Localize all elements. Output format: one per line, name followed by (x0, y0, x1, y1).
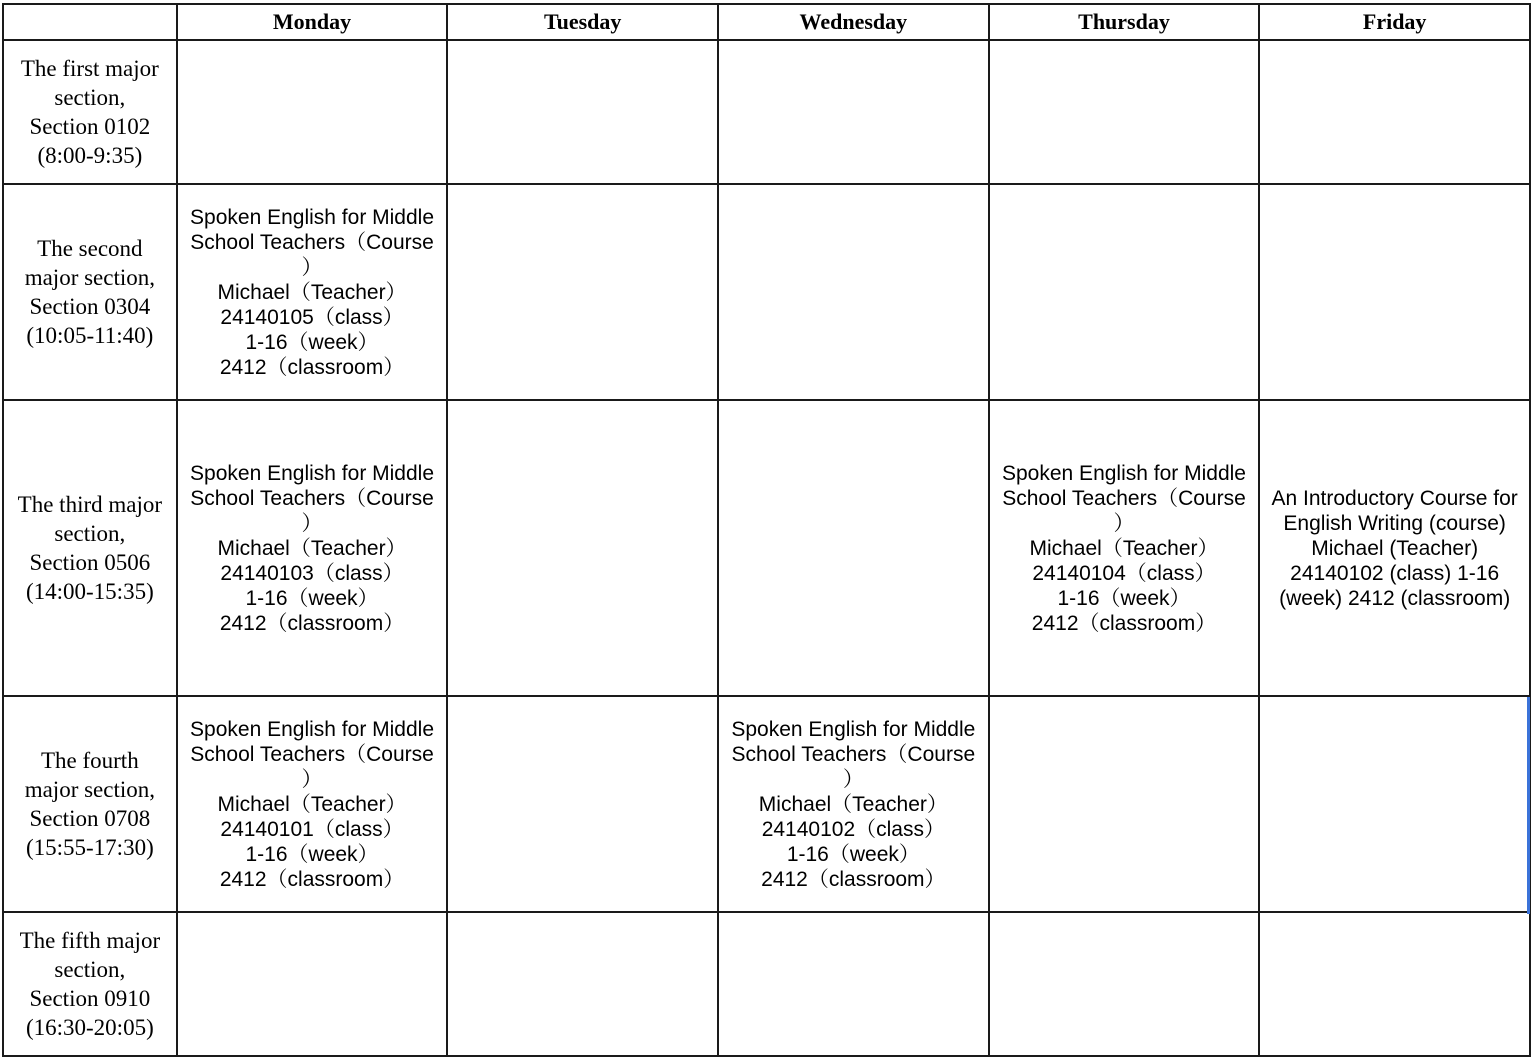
course-info-line: 24140102 (class) 1-16 (1290, 561, 1500, 585)
slot-cell-tuesday[interactable] (447, 912, 718, 1056)
slot-cell-wednesday[interactable] (718, 400, 989, 696)
period-label-line: The fourth (40, 748, 139, 773)
course-info-line: 1-16（week） (245, 842, 379, 866)
course-info-line: Michael（Teacher） (1029, 536, 1219, 560)
period-label-cell (3, 40, 177, 184)
course-info-line: Spoken English for Middle (1002, 461, 1246, 485)
day-header-tuesday[interactable]: Tuesday (447, 4, 718, 40)
slot-cell-tuesday[interactable] (447, 40, 718, 184)
slot-cell-wednesday[interactable] (718, 40, 989, 184)
section-row (3, 40, 1530, 184)
course-info-line: Spoken English for Middle (190, 205, 435, 229)
course-info-line: Michael（Teacher） (758, 792, 948, 816)
timetable (2, 3, 1531, 1057)
course-info-line: School Teachers（Course (190, 486, 434, 510)
course-info-line: 1-16（week） (786, 842, 920, 866)
course-info-line: Michael（Teacher） (217, 536, 407, 560)
course-info-line: Michael（Teacher） (217, 280, 407, 304)
period-label-line: The third major (17, 492, 163, 517)
period-label-line: (14:00-15:35) (25, 579, 154, 604)
slot-cell-wednesday[interactable] (718, 184, 989, 400)
course-info-line: 1-16（week） (1057, 586, 1191, 610)
period-label-line: major section, (24, 265, 155, 290)
day-header-wednesday[interactable]: Wednesday (718, 4, 989, 40)
section-row (3, 696, 1530, 912)
course-info-line: 24140102（class） (761, 817, 945, 841)
course-info-line: 2412（classroom） (219, 355, 405, 379)
slot-cell-tuesday[interactable] (447, 184, 718, 400)
course-info-line: 24140103（class） (220, 561, 404, 585)
course-info-line: 24140104（class） (1032, 561, 1216, 585)
period-label-line: section, (54, 957, 126, 982)
slot-cell-wednesday[interactable] (718, 696, 989, 912)
course-info-line: English Writing (course) (1283, 511, 1506, 535)
period-label-line: (15:55-17:30) (25, 835, 154, 860)
course-info-line: ） (301, 511, 323, 535)
period-label-line: Section 0708 (29, 806, 151, 831)
slot-cell-friday[interactable] (1259, 40, 1530, 184)
course-info-line: Spoken English for Middle (731, 717, 976, 741)
course-info-line: 2412（classroom） (1031, 611, 1217, 635)
day-header-friday[interactable]: Friday (1259, 4, 1530, 40)
period-label-line: (16:30-20:05) (25, 1015, 154, 1040)
course-info-line: 1-16（week） (245, 330, 379, 354)
course-info-line: 2412（classroom） (761, 867, 946, 891)
slot-cell-monday[interactable] (177, 912, 448, 1056)
course-info-line: 2412（classroom） (219, 867, 405, 891)
slot-cell-friday[interactable] (1259, 400, 1530, 696)
course-info-line: ） (842, 767, 864, 791)
slot-cell-tuesday[interactable] (447, 696, 718, 912)
course-info-line: Spoken English for Middle (190, 717, 435, 741)
course-info-line: School Teachers（Course (190, 230, 434, 254)
slot-cell-friday[interactable] (1259, 184, 1530, 400)
course-info-line: Michael（Teacher） (217, 792, 407, 816)
selection-edge-indicator (1527, 697, 1530, 914)
course-info-line: Michael (Teacher) (1311, 536, 1479, 560)
period-label-line: (8:00-9:35) (37, 143, 143, 168)
section-row (3, 400, 1530, 696)
period-label-cell (3, 696, 177, 912)
slot-cell-thursday[interactable] (989, 912, 1260, 1056)
course-info-line: School Teachers（Course (731, 742, 976, 766)
period-label-line: Section 0506 (29, 550, 151, 575)
course-info-line: (week) 2412 (classroom) (1279, 586, 1511, 610)
slot-cell-wednesday[interactable] (718, 912, 989, 1056)
slot-cell-monday[interactable] (177, 400, 448, 696)
course-info-line: ） (301, 767, 323, 791)
slot-cell-thursday[interactable] (989, 696, 1260, 912)
course-info-line: ） (1113, 511, 1135, 535)
slot-cell-thursday[interactable] (989, 184, 1260, 400)
period-label-line: major section, (24, 777, 155, 802)
slot-cell-tuesday[interactable] (447, 400, 718, 696)
period-label-line: Section 0910 (29, 986, 151, 1011)
period-label-cell (3, 400, 177, 696)
course-info-line: School Teachers（Course (1002, 486, 1246, 510)
slot-cell-thursday[interactable] (989, 40, 1260, 184)
course-info-line: An Introductory Course for (1271, 486, 1518, 510)
section-row (3, 184, 1530, 400)
section-row (3, 912, 1530, 1056)
course-info-line: School Teachers（Course (190, 742, 434, 766)
period-label-cell (3, 912, 177, 1056)
course-info-line: 1-16（week） (245, 586, 379, 610)
course-info-line: 24140105（class） (220, 305, 404, 329)
course-info-line: Spoken English for Middle (190, 461, 435, 485)
slot-cell-friday[interactable] (1259, 696, 1530, 912)
period-label-line: The fifth major (19, 928, 161, 953)
period-label-line: (10:05-11:40) (26, 323, 154, 348)
period-label-cell (3, 184, 177, 400)
course-info-line: 2412（classroom） (219, 611, 405, 635)
slot-cell-monday[interactable] (177, 40, 448, 184)
slot-cell-thursday[interactable] (989, 400, 1260, 696)
day-header-monday[interactable]: Monday (177, 4, 448, 40)
day-header-thursday[interactable]: Thursday (989, 4, 1260, 40)
period-label-line: section, (54, 521, 126, 546)
period-label-line: Section 0304 (29, 294, 151, 319)
period-label-line: section, (54, 85, 126, 110)
period-label-line: The second (37, 236, 143, 261)
period-label-line: Section 0102 (29, 114, 151, 139)
slot-cell-monday[interactable] (177, 696, 448, 912)
corner-cell (3, 4, 177, 40)
slot-cell-monday[interactable] (177, 184, 448, 400)
course-info-line: ） (301, 255, 323, 279)
header-row (3, 4, 1530, 40)
slot-cell-friday[interactable] (1259, 912, 1530, 1056)
period-label-line: The first major (20, 56, 159, 81)
course-info-line: 24140101（class） (220, 817, 404, 841)
